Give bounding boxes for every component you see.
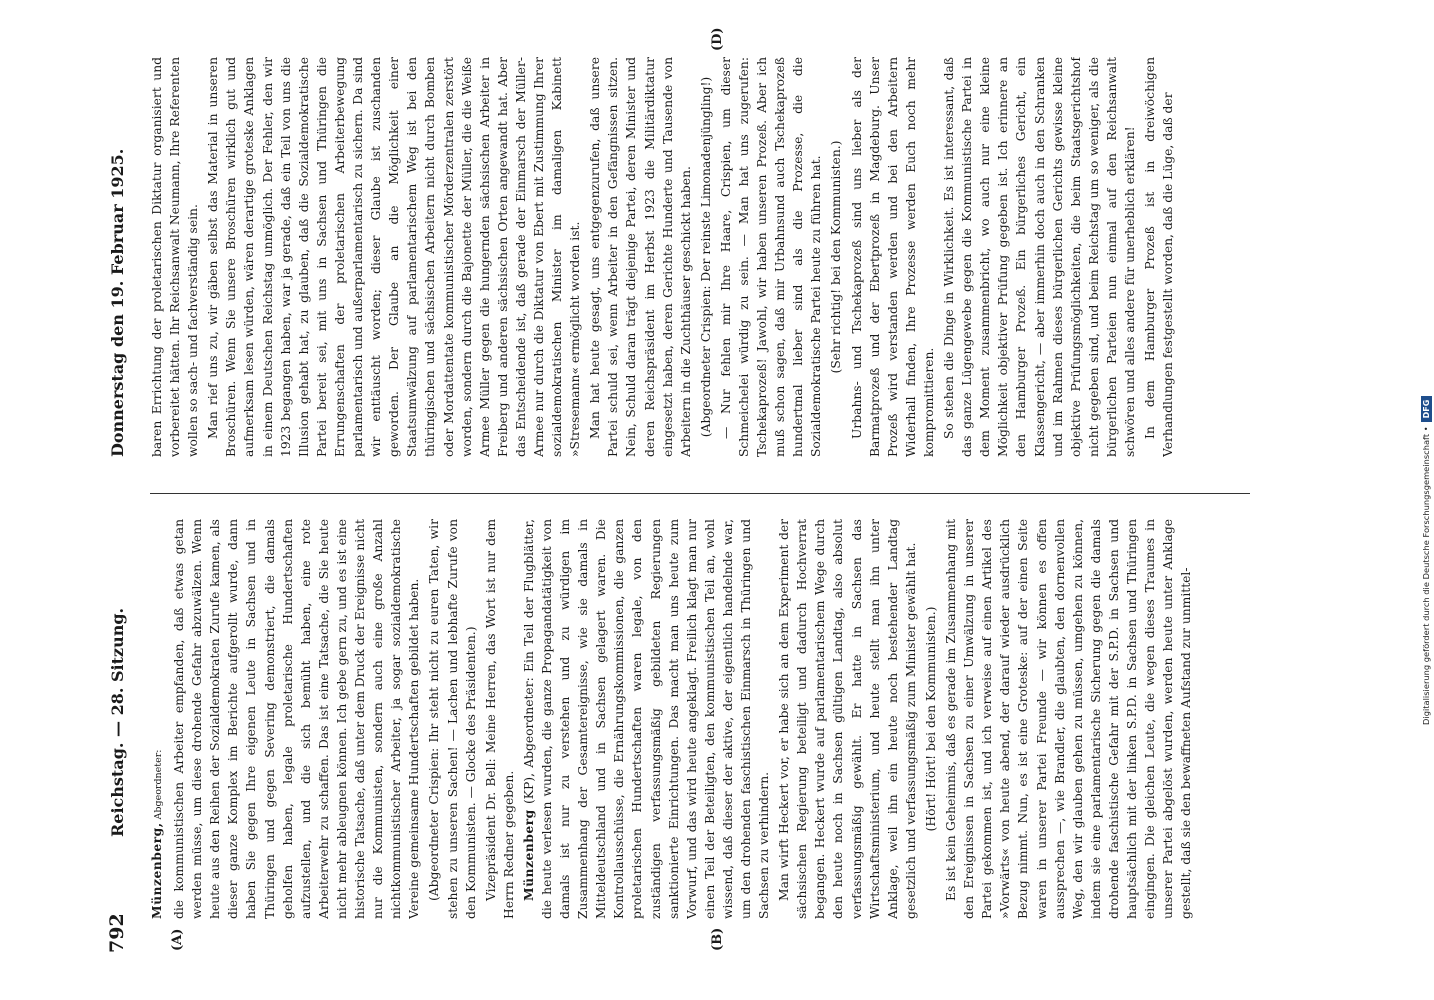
paragraph bbox=[148, 57, 202, 457]
speaker-note: Abgeordneter: bbox=[153, 749, 164, 823]
document-page bbox=[100, 27, 1270, 957]
margin-label-a: (A) bbox=[170, 928, 185, 951]
paragraph-text: (Sehr richtig! bei den Kommunisten.) bbox=[829, 140, 844, 374]
paragraph bbox=[204, 57, 584, 457]
paragraph bbox=[827, 57, 845, 457]
paragraph bbox=[697, 57, 715, 457]
page-header bbox=[100, 43, 140, 957]
header-title: Reichstag. — 28. Sitzung. bbox=[108, 607, 127, 837]
speaker-name: Münzenberg bbox=[520, 809, 536, 901]
paragraph bbox=[775, 519, 920, 919]
paragraph-text: — Nur fehlen mir Ihre Haare, Crispien, um dieser Schmeichelei würdig zu sein. — Man hat uns zugerufen: Tschekaprozeß! Jawohl, wir haben unseren Prozeß. Aber ich muß schon sagen, daß mir Urbahnsund auch Tschekaprozeß hundertmal lieber sind als die Prozesse, die die Sozialdemokratische Partei heute zu führen hat. bbox=[718, 57, 824, 457]
speaker-name: Münzenberg, bbox=[149, 822, 164, 919]
paragraph bbox=[425, 519, 479, 919]
credit-text: Digitalisierung gefördert durch die Deutsche Forschungsgemeinschaft • bbox=[1421, 426, 1431, 725]
dfg-logo: DFG bbox=[1421, 396, 1432, 423]
paragraph-text: Man hat heute gesagt, uns entgegenzurufen, daß unsere Partei schuld sei, wenn Arbeiter in den Gefängnissen sitzen. Nein, Schuld daran trägt diejenige Partei, deren Minister und deren Reichspräsident im Herbst 1923 die Militärdiktatur eingesetzt haben, deren Gerichte Hunderte und Tausende von Arbeitern in die Zuchthäuser geschickt haben. bbox=[588, 57, 693, 457]
paragraph bbox=[717, 57, 826, 457]
paragraph-text: Urbahns- und Tschekaprozeß sind uns lieber als der Barmatprozeß und der Ebertprozeß in Magdeburg. Unser Prozeß wird verstanden werden und bei den Arbeitern Widerhall finden, Ihre Prozesse werden Euch noch mehr kompromittieren. bbox=[849, 57, 936, 457]
paragraph bbox=[520, 519, 773, 919]
paragraph-text: Es ist kein Geheimnis, daß es gerade im Zusammenhang mit den Ereignissen in Sachsen zu einer Umwälzung in unserer Partei gekommen ist, und ich verweise auf einen Artikel des »Vorwärts« von heute abend, der darauf wieder ausdrücklich Bezug nimmt. Nun, es ist eine Groteske: auf der einen Seite waren in unserer Partei Freunde — wir können es offen aussprechen —, wie Brandler, die glaubten, den dornenvollen Weg, den wir glauben gehen zu müssen, umgehen zu können, indem sie eine parlamentarische Sicherung gegen die damals drohende faschistische Gefahr mit der S.P.D. in Sachsen und hauptsächlich mit der linken S.P.D. in Sachsen und Thüringen eingingen. Die gleichen Leute, die wegen dieses Traumes in unserer Partei abgelöst wurden, werden heute unter Anklage gestellt, daß sie den bewaffneten Aufstand zur unmittel- bbox=[944, 519, 1194, 919]
column-divider bbox=[150, 493, 1250, 494]
right-column bbox=[148, 57, 1258, 457]
paragraph-text: (KP), Abgeordneter: Ein Teil der Flugblätter, die heute verlesen wurden, die ganze Propagandatätigkeit von damals ist nur zu verstehen und zu würdigen im Zusammenhang der Gesamtereignisse, wie sie damals in Mitteldeutschland und in Sachsen gelagert waren. Die Kontrollausschüsse, die Ernährungskommissionen, die ganzen proletarischen Hundertschaften waren legale, von den zuständigen verfassungsmäßig gebildeten Regierungen sanktionierte Einrichtungen. Das macht man uns heute zum Vorwurf, und das wird heute angeklagt. Freilich klagt man nur einen Teil der Beteiligten, den kommunistischen Teil an, wohl wissend, daß dieser der aktive, der eigentlich handelnde war, um den drohenden faschistischen Einmarsch in Thüringen und Sachsen zu verhindern. bbox=[521, 519, 772, 919]
paragraph-text: (Abgeordneter Crispien: Ihr steht nicht zu euren Taten, wir stehen zu unseren Sachen! — Lachen und lebhafte Zurufe von den Kommunisten. — Glocke des Präsidenten.) bbox=[427, 519, 478, 919]
paragraph bbox=[848, 57, 938, 457]
margin-label-d: (D) bbox=[710, 27, 725, 51]
left-column bbox=[148, 519, 1258, 919]
paragraph bbox=[940, 57, 1139, 457]
paragraph-text: Man rief uns zu, wir gäben selbst das Material in unseren Broschüren. Wenn Sie unsere Broschüren wirklich gut und aufmerksam lesen würden, wären derartige groteske Anklagen in einem Deutschen Reichstag unmöglich. Der Fehler, den wir 1923 begangen haben, war ja gerade, daß ein Teil von uns die Illusion gehabt hat, zu glauben, daß die Sozialdemokratische Partei bereit sei, mit uns in Sachsen und Thüringen die Errungenschaften der proletarischen Arbeiterbewegung parlamentarisch und außerparlamentarisch zu sichern. Da sind wir enttäuscht worden; dieser Glaube ist zuschanden geworden. Der Glaube an die Möglichkeit einer Staatsumwälzung auf parlamentarischem Weg ist bei den thüringischen und sächsischen Arbeitern nicht durch Bomben oder Mordattentate kommunistischer Mörderzentralen zerstört worden, sondern durch die Bajonette der Müller, die die Weiße Armee Müller gegen die hungernden sächsischen Arbeiter in Freiberg und anderen sächsischen Orten angewandt hat. Aber das Entscheidende ist, daß gerade der Einmarsch der Müller-Armee nur durch die Diktatur von Ebert mit Zustimmung Ihrer sozialdemokratischen Minister im damaligen Kabinett »Stresemann« ermöglicht worden ist. bbox=[206, 57, 583, 457]
paragraph-text: Man wirft Heckert vor, er habe sich an dem Experiment der sächsischen Regierung beteiligt und dadurch Hochverrat begangen. Heckert wurde auf parlamentarischem Wege durch den heute noch in Sachsen gültigen Landtag, also absolut verfassungsmäßig gewählt. Er hatte in Sachsen das Wirtschaftsministerium, und heute stellt man ihn unter Anklage, weil ihn ein heute noch bestehender Landtag gesetzlich und verfassungsmäßig zum Minister gewählt hat. bbox=[777, 519, 918, 919]
digitization-credit bbox=[1421, 396, 1432, 725]
paragraph bbox=[482, 519, 518, 919]
paragraph bbox=[586, 57, 695, 457]
paragraph-text: In dem Hamburger Prozeß ist in dreiwöchigen Verhandlungen festgestellt worden, daß die Lüge, daß der bbox=[1143, 57, 1176, 457]
paragraph-text: (Abgeordneter Crispien: Der reinste Limonadenjüngling!) bbox=[698, 76, 713, 438]
paragraph-text: (Hört! Hört! bei den Kommunisten.) bbox=[923, 606, 938, 832]
paragraph bbox=[148, 519, 168, 919]
paragraph bbox=[922, 519, 940, 919]
margin-label-b: (B) bbox=[710, 927, 725, 951]
paragraph-text: baren Errichtung der proletarischen Diktatur organisiert und vorbereitet hätten. Ihr Reichsanwalt Neumann, Ihre Referenten wollen so sach- und fachverständig sein. bbox=[150, 57, 201, 457]
paragraph bbox=[1141, 57, 1177, 457]
paragraph-text: So stehen die Dinge in Wirklichkeit. Es ist interessant, daß das ganze Lügengewebe gegen die Kommunistische Partei in dem Moment zusammenbricht, wo auch nur eine kleine Möglichkeit objektiver Prüfung gegeben ist. Ich erinnere an den Hamburger Prozeß. Ein bürgerliches Gericht, ein Klassengericht, — aber immerhin doch auch in den Schranken und im Rahmen dieses bürgerlichen Gerichts gewisse kleine objektive Prüfungsmöglichkeiten, die beim Staatsgerichtshof nicht gegeben sind, und beim Reichstag um so weniger, als die bürgerlichen Parteien nun einmal auf den Reichsanwalt schwören und alles andere für unerheblich erklären! bbox=[942, 57, 1137, 457]
paragraph-text: Vizepräsident Dr. Bell: Meine Herren, das Wort ist nur dem Herrn Redner gegeben. bbox=[483, 519, 516, 919]
page-number: 792 bbox=[106, 913, 128, 953]
paragraph bbox=[942, 519, 1195, 919]
paragraph bbox=[170, 519, 423, 919]
paragraph-text: die kommunistischen Arbeiter empfanden, daß etwas getan werden müsse, um diese drohende Gefahr abzuwälzen. Wenn heute aus den Reihen der Sozialdemokraten Zurufe kamen, als dieser ganze Komplex im Berichte aufgerollt wurde, dann haben Sie gegen Ihre eigenen Leute in Sachsen und in Thüringen und gegen Severing demonstriert, die damals geholfen haben, legale proletarische Hundertschaften aufzustellen, und die sich bemüht haben, eine rote Arbeiterwehr zu schaffen. Das ist eine Tatsache, die Sie heute nicht mehr ableugnen können. Ich gebe gern zu, und es ist eine historische Tatsache, daß unter dem Druck der Ereignisse nicht nur die Kommunisten, sondern auch eine große Anzahl nichtkommunistischer Arbeiter, ja sogar sozialdemokratische Vereine gemeinsame Hundertschaften gebildet haben. bbox=[172, 519, 422, 919]
header-date: Donnerstag den 19. Februar 1925. bbox=[108, 148, 127, 457]
